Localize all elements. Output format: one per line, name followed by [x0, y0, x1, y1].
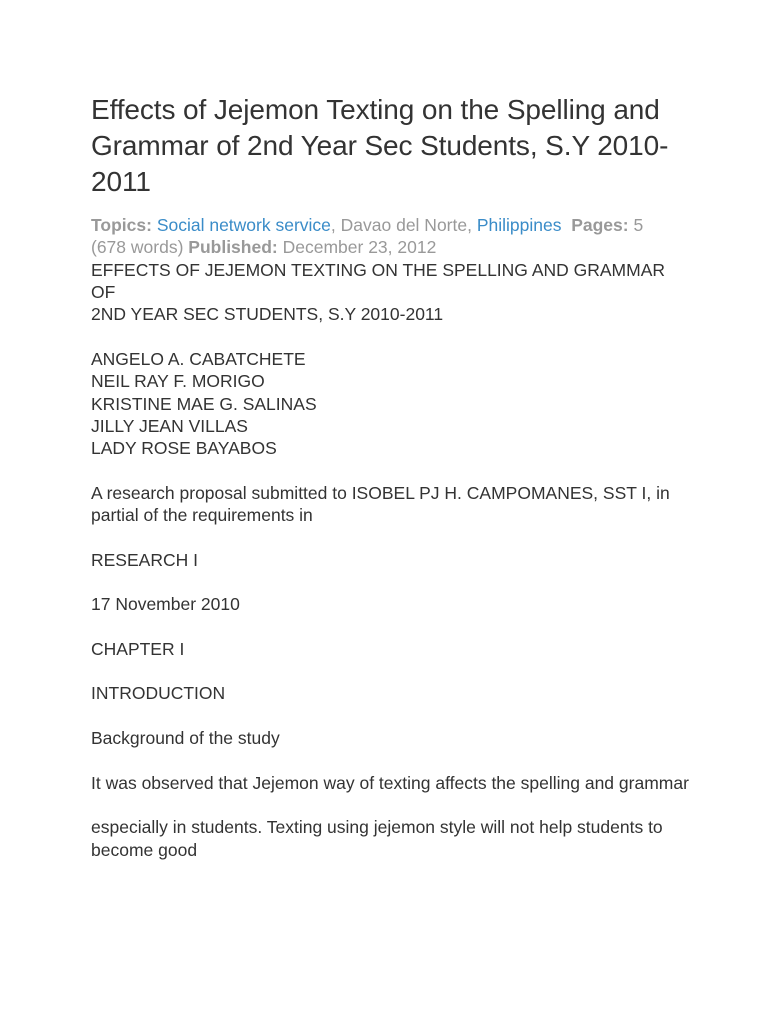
topic-separator: , Davao del Norte,: [330, 215, 477, 235]
section-heading: INTRODUCTION: [91, 683, 226, 704]
author-name: LADY ROSE BAYABOS: [91, 438, 277, 459]
body-heading-line-2: 2ND YEAR SEC STUDENTS, S.Y 2010-2011: [91, 304, 444, 325]
author-name: JILLY JEAN VILLAS: [91, 415, 248, 436]
published-value: December 23, 2012: [282, 237, 437, 258]
proposal-statement: A research proposal submitted to ISOBEL PJ H. CAMPOMANES, SST I, in partial of the requirements in: [91, 482, 675, 526]
spacer: [91, 705, 691, 727]
spacer: [91, 794, 691, 816]
document-title: Effects of Jejemon Texting on the Spelling and Grammar of 2nd Year Sec Students, S.Y 2010-2011: [91, 94, 669, 197]
published-label: Published:: [188, 237, 278, 258]
topics-label: Topics:: [91, 215, 152, 235]
spacer: [91, 459, 691, 481]
paragraph: especially in students. Texting using jejemon style will not help students to become good: [91, 817, 668, 860]
author-name: NEIL RAY F. MORIGO: [91, 371, 265, 392]
spacer: [91, 571, 691, 593]
document-meta: [91, 214, 663, 259]
pages-label: Pages:: [571, 215, 629, 235]
spacer: [91, 326, 691, 348]
chapter-heading: CHAPTER I: [91, 638, 185, 659]
submission-date: 17 November 2010: [91, 594, 240, 615]
pages-value: 5 (678 words): [91, 215, 644, 258]
topic-link-philippines[interactable]: Philippines: [476, 215, 562, 235]
spacer: [91, 616, 691, 638]
spacer: [91, 660, 691, 682]
author-name: ANGELO A. CABATCHETE: [91, 349, 306, 369]
document-page: [91, 92, 691, 861]
subsection-heading: Background of the study: [91, 728, 280, 749]
body-heading-line-1: EFFECTS OF JEJEMON TEXTING ON THE SPELLING AND GRAMMAR OF: [91, 259, 670, 303]
topic-link-social-network-service[interactable]: Social network service: [156, 215, 331, 235]
spacer: [91, 526, 691, 548]
document-body: [91, 259, 691, 861]
spacer: [91, 749, 691, 771]
paragraph: It was observed that Jejemon way of texting affects the spelling and grammar: [91, 772, 689, 793]
course-name: RESEARCH I: [91, 549, 198, 570]
author-name: KRISTINE MAE G. SALINAS: [91, 393, 317, 414]
